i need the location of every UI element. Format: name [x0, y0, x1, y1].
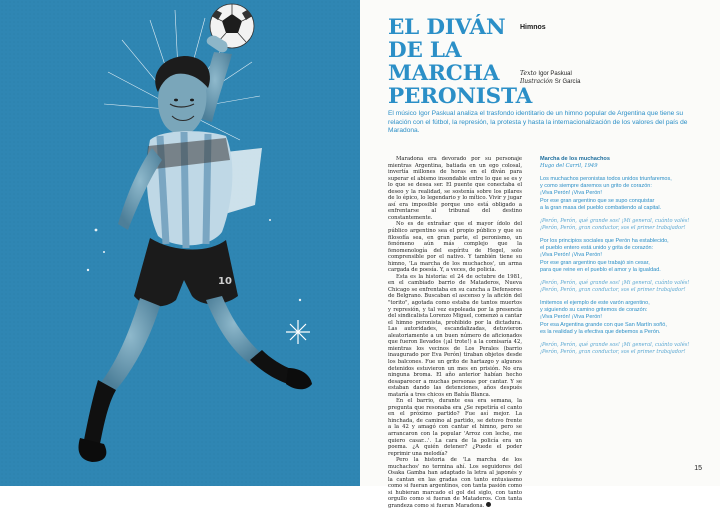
end-mark-icon: [486, 502, 491, 507]
lyrics-line: Por esa Argentina grande con que San Martín soñó,: [540, 321, 667, 328]
body-paragraph: No es de extrañar que el mayor ídolo del público argentino sea el propio público y que su filosofía sea, en gran parte, el peronismo, un fenómeno aún más complejo que la fenomenología del espíritu de Hegel, solo comprensible por el nativo. Y también tiene su himno, 'La marcha de los muchachos', un arma cargada de poesía. Y, a veces, de policía.: [388, 221, 522, 274]
page-number: 15: [694, 465, 702, 472]
lyrics-chorus: [540, 218, 700, 232]
body-paragraph: En el barrio, durante esa era semana, la pregunta que resonaba era ¿Se repetiría el canto en el próximo partido? Fue así mejor. La hinchada, de camino al partido, se detuvo frente a la 42 y amagó con cantar el himno, pero se arrancaron con la popular 'Arroz con leche, me quiero casar...'. La cara de la policía era un poema. ¿A quién detener? ¿Puede el poder reprimir una melodía?: [388, 398, 522, 457]
body-paragraph-last: [388, 457, 522, 509]
lyrics-chorus: [540, 342, 700, 356]
lyrics-subheading: Hugo del Carril, 1949: [540, 163, 598, 169]
lyrics-line: Por los principios sociales que Perón ha establecido,: [540, 238, 669, 245]
body-paragraph: Maradona era devorado por su personaje mientras Argentina, batiada en un ego colosal, invertía millones de horas en el diván para superar el abismo insondable entre lo que se es y lo que se desea ser. El puente que conectaba el deseo y la realidad, se sostenía sobre los pilares de lo épico, lo legendario y lo mítico. Vivir y jugar así era imposible porque uno está obligado a enfrentarse al tribunal del destino constantemente.: [388, 156, 522, 221]
title-line-2: DE LA MARCHA: [388, 38, 500, 86]
lyrics-line: ¡Perón, Perón, gran conductor, sos el primer trabajador!: [540, 287, 686, 294]
collage-illustration: [0, 0, 360, 486]
right-page-article: [360, 0, 720, 509]
lyrics-line: Los muchachos peronistas todos unidos triunfaremos,: [540, 176, 672, 182]
lyrics-line: ¡Viva Perón! ¡Viva Perón!: [540, 314, 602, 321]
article-title: [388, 16, 538, 108]
lyrics-line: a la gran masa del pueblo combatiendo al capital.: [540, 204, 662, 211]
title-line-1: EL DIVÁN: [388, 15, 506, 40]
lyrics-line: ¡Perón, Perón, qué grande sos! ¡Mi general, cuánto valés!: [540, 280, 690, 287]
lyrics-line: ¡Perón, Perón, gran conductor, sos el primer trabajador!: [540, 225, 686, 232]
player-jersey: [146, 131, 232, 248]
body-paragraph: Esta es la historia: el 24 de octubre de 1981, en el cambiado barrio de Mataderos, Nueva Chicago se enfrentaba en su cancha a Defensores de Belgrano. Buscaban el ascenso y la afición del "torito", agotada como estaba de tantos muertos y represión, y tal vez espoleada por la presencia del sindicalista Lorenzo Miguel, comenzó a cantar el himno peronista, prohibido por la dictadura. Las autoridades, escandalizadas, detuvieron aleatoriamente a un buen número de aficionados que fueron llevados (¡al trote!) a la comisaría 42, mientras los vecinos de Los Perales (barrio inaugurado por Eva Perón) tiraban objetos desde los balcones. Fue un grito de hartazgo y algunos detenidos estuvieron un mes en prisión. No era ninguna broma. El año anterior habían hecho desaparecer a muchas personas por cantar. Y se estaban dando las detenciones, años después mataría a tres chicos en Bahía Blanca.: [388, 273, 522, 398]
left-page-illustration: [0, 0, 360, 486]
lyrics-chorus: [540, 280, 700, 294]
credit-text-role: Texto: [520, 70, 537, 77]
lyrics-stanza: [540, 238, 700, 274]
lyrics-line: es la realidad y la efectiva que debemos a Perón.: [540, 328, 661, 335]
lyrics-line: ¡Perón, Perón, qué grande sos! ¡Mi general, cuánto valés!: [540, 218, 690, 225]
lyrics-stanza: [540, 176, 700, 212]
credit-illustrator: [520, 78, 580, 85]
body-column: [388, 156, 522, 510]
credit-text-author: [520, 70, 572, 77]
credit-illustration-name: Sr García: [554, 79, 581, 85]
intro-paragraph: El músico Igor Paskual analiza el trasfondo identitario de un himno popular de Argentina que tiene su relación con el fútbol, la represión, la protesta y hasta la internacionalización de los valores del país de Maradona.: [388, 110, 688, 135]
lyrics-sidebar: [540, 156, 700, 362]
title-line-3: PERONISTA: [388, 84, 533, 109]
lyrics-line: Imitemos el ejemplo de este varón argentino,: [540, 300, 650, 307]
lyrics-line: el pueblo entero está unido y grita de corazón:: [540, 245, 654, 252]
credit-text-name: Igor Paskual: [538, 71, 572, 77]
lyrics-line: Por ese gran argentino que trabajó sin cesar,: [540, 259, 650, 266]
lyrics-blocks: [540, 176, 700, 356]
lyrics-line: para que reine en el pueblo el amor y la igualdad.: [540, 266, 661, 273]
svg-text:10: 10: [218, 276, 232, 287]
lyrics-line: y como siempre daremos un grito de corazón:: [540, 183, 652, 190]
body-paragraph-text: Pero la historia de 'La marcha de los muchachos' no termina ahí. Los seguidores del Osaka Gamba han adaptado la letra al japonés y la cantan en las gradas con tanto entusiasmo como si fueran argentinos, con tanta pasión como si hubieran marcado el gol del siglo, con tanto orgullo como si fueran de Mataderos. Con tanta grandeza como si fueran Maradona.: [388, 457, 522, 509]
lyrics-line: ¡Viva Perón! ¡Viva Perón!: [540, 252, 602, 259]
lyrics-stanza: [540, 300, 700, 336]
lyrics-line: y siguiendo su camino gritemos de corazón:: [540, 307, 648, 314]
lyrics-heading: Marcha de los muchachos: [540, 156, 610, 162]
lyrics-line: ¡Perón, Perón, gran conductor, sos el primer trabajador!: [540, 349, 686, 356]
section-tag: Himnos: [520, 24, 546, 31]
lyrics-line: ¡Viva Perón! ¡Viva Perón!: [540, 190, 602, 197]
credit-illustration-role: Ilustración: [520, 78, 553, 85]
lyrics-line: ¡Perón, Perón, qué grande sos! ¡Mi general, cuánto valés!: [540, 342, 690, 349]
lyrics-line: Por ese gran argentino que se supo conquistar: [540, 197, 655, 204]
